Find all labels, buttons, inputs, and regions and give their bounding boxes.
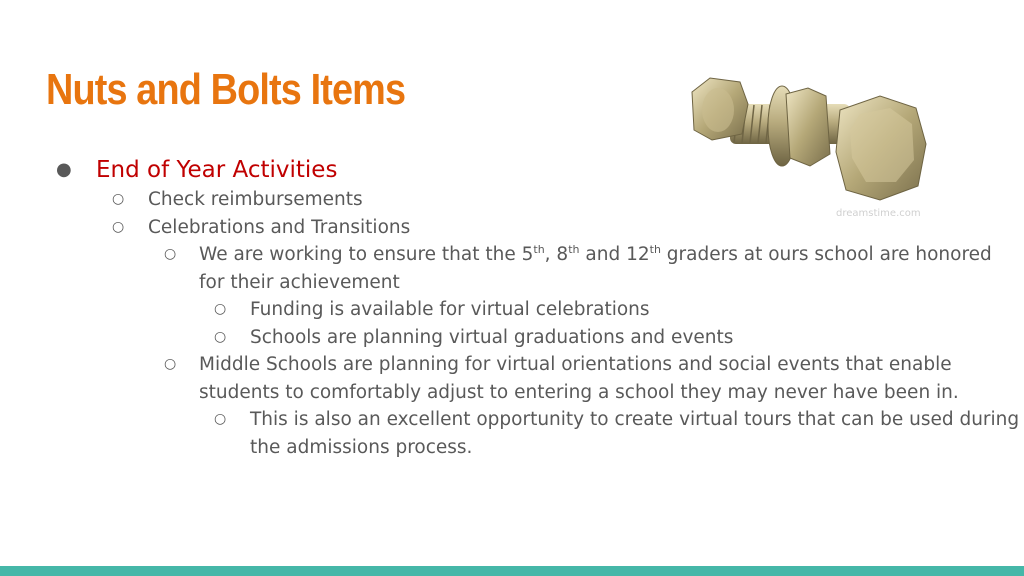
bullet-hollow-icon: ○ — [214, 411, 227, 427]
honored-part-3: and 12 — [579, 244, 650, 265]
bullet-filled-icon: ● — [56, 159, 72, 180]
list-item — [0, 186, 1024, 214]
ordinal-suffix: th — [649, 243, 661, 256]
check-reimbursements-text: Check reimbursements — [148, 189, 363, 210]
honored-part-2: , 8 — [544, 244, 569, 265]
bullet-hollow-icon: ○ — [112, 191, 125, 207]
list-item — [0, 214, 1024, 242]
ordinal-suffix: th — [533, 243, 545, 256]
slide-title: Nuts and Bolts Items — [46, 65, 406, 114]
bottom-accent-bar — [0, 566, 1024, 576]
planning-text: Schools are planning virtual graduations and events — [250, 326, 734, 348]
honored-part-1: We are working to ensure that the 5 — [199, 244, 534, 265]
list-item — [0, 406, 1020, 461]
celebrations-text: Celebrations and Transitions — [148, 216, 411, 238]
list-item — [0, 154, 1024, 186]
bullet-hollow-icon: ○ — [214, 301, 227, 317]
virtual-tours-text: This is also an excellent opportunity to create virtual tours that can be used during the admissions process. — [250, 409, 1020, 458]
honored-text — [199, 244, 992, 293]
bullet-hollow-icon: ○ — [164, 356, 177, 372]
honored-part-4: graders at ours school are honored for their achievement — [199, 244, 992, 293]
slide-body — [0, 154, 1024, 461]
end-of-year-heading: End of Year Activities — [96, 157, 338, 183]
ordinal-suffix: th — [568, 243, 580, 256]
bullet-hollow-icon: ○ — [214, 328, 227, 345]
funding-text: Funding is available for virtual celebrations — [250, 299, 650, 320]
middle-schools-text: Middle Schools are planning for virtual orientations and social events that enable students to comfortably adjust to entering a school they may never have been in. — [199, 354, 959, 403]
list-item — [0, 324, 1020, 352]
list-item — [0, 296, 1020, 324]
list-item — [0, 351, 999, 406]
bullet-hollow-icon: ○ — [164, 246, 177, 262]
image-watermark: dreamstime.com — [836, 208, 921, 219]
bullet-hollow-icon: ○ — [112, 218, 125, 235]
list-item — [0, 241, 999, 296]
